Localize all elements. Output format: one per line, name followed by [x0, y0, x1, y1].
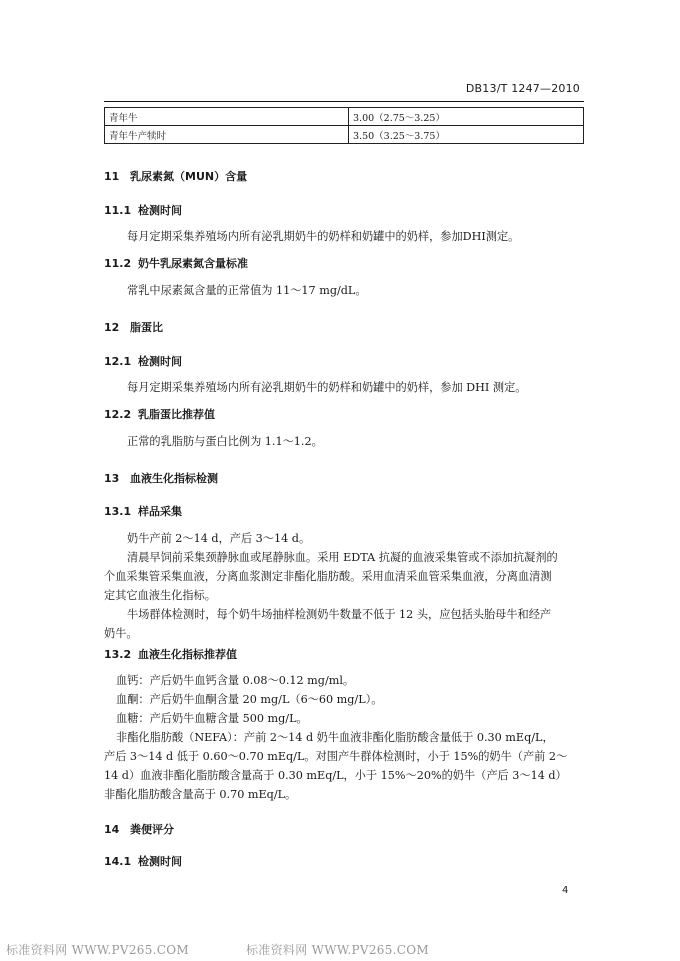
- section-title: 粪便评分: [130, 823, 174, 836]
- section-number: 14: [104, 823, 120, 836]
- section-title: 脂蛋比: [130, 321, 163, 334]
- table-row: [105, 108, 584, 126]
- subsection-number: 13.1: [104, 505, 132, 518]
- paragraph-line: 个血采集管采集血液，分离血浆测定非酯化脂肪酸。采用血清采血管采集血液，分离血清测: [104, 570, 552, 583]
- section-title: 血液生化指标检测: [130, 472, 218, 485]
- subsection-heading: [104, 202, 182, 218]
- paragraph: 每月定期采集养殖场内所有泌乳期奶牛的奶样和奶罐中的奶样，参加 DHI 测定。: [127, 381, 527, 394]
- subsection-heading: [104, 406, 215, 422]
- watermark-right: 标准资料网 WWW.PV265.COM: [246, 943, 429, 957]
- subsection-heading: [104, 503, 182, 519]
- subsection-number: 11.1: [104, 204, 132, 217]
- table-cell-category: 青年牛: [105, 108, 349, 126]
- paragraph-line: 定其它血液生化指标。: [104, 589, 216, 602]
- paragraph-line: 产后 3～14 d 低于 0.60～0.70 mEq/L。对围产牛群体检测时，小于 15%的奶牛（产前 2～: [104, 750, 568, 763]
- table-cell-value: 3.50（3.25～3.75）: [349, 126, 584, 144]
- score-table: [104, 107, 584, 144]
- paragraph-line: 牛场群体检测时，每个奶牛场抽样检测奶牛数量不低于 12 头，应包括头胎母牛和经产: [127, 608, 552, 621]
- subsection-title: 检测时间: [138, 204, 182, 217]
- header-rule: [104, 101, 584, 102]
- section-number: 11: [104, 170, 120, 183]
- subsection-number: 14.1: [104, 855, 132, 868]
- paragraph: 正常的乳脂肪与蛋白比例为 1.1～1.2。: [127, 435, 323, 448]
- section-heading: [104, 319, 163, 335]
- paragraph-line: 血钙：产后奶牛血钙含量 0.08～0.12 mg/ml。: [116, 674, 355, 687]
- paragraph-line: 非酯化脂肪酸含量高于 0.70 mEq/L。: [104, 788, 297, 801]
- subsection-title: 样品采集: [138, 505, 182, 518]
- paragraph-line: 奶牛产前 2～14 d，产后 3～14 d。: [127, 532, 311, 545]
- subsection-heading: [104, 353, 182, 369]
- subsection-number: 12.1: [104, 355, 132, 368]
- paragraph-line: 奶牛。: [104, 627, 138, 640]
- subsection-title: 检测时间: [138, 855, 182, 868]
- standard-code: DB13/T 1247—2010: [465, 82, 580, 95]
- paragraph-line: 血酮：产后奶牛血酮含量 20 mg/L（6～60 mg/L）。: [116, 693, 383, 706]
- paragraph: 常乳中尿素氮含量的正常值为 11～17 mg/dL。: [127, 284, 367, 297]
- table-cell-value: 3.00（2.75～3.25）: [349, 108, 584, 126]
- subsection-heading: [104, 853, 182, 869]
- subsection-number: 13.2: [104, 648, 132, 661]
- section-title: 乳尿素氮（MUN）含量: [130, 170, 248, 183]
- subsection-title: 奶牛乳尿素氮含量标准: [138, 257, 248, 270]
- table-row: [105, 126, 584, 144]
- section-heading: [104, 470, 218, 486]
- subsection-title: 检测时间: [138, 355, 182, 368]
- paragraph: 每月定期采集养殖场内所有泌乳期奶牛的奶样和奶罐中的奶样，参加DHI测定。: [127, 230, 520, 243]
- section-number: 13: [104, 472, 120, 485]
- section-heading: [104, 821, 174, 837]
- paragraph-line: 清晨早饲前采集颈静脉血或尾静脉血。采用 EDTA 抗凝的血液采集管或不添加抗凝剂的: [127, 551, 558, 564]
- subsection-heading: [104, 255, 248, 271]
- paragraph-line: 血糖：产后奶牛血糖含量 500 mg/L。: [116, 712, 308, 725]
- page-number: 4: [562, 885, 569, 896]
- table-cell-category: 青年牛产犊时: [105, 126, 349, 144]
- section-heading: [104, 168, 247, 184]
- subsection-number: 11.2: [104, 257, 132, 270]
- subsection-heading: [104, 646, 237, 662]
- subsection-title: 血液生化指标推荐值: [138, 648, 237, 661]
- paragraph-line: 14 d）血液非酯化脂肪酸含量高于 0.30 mEq/L，小于 15%～20%的奶牛（产后 3～14 d）: [104, 769, 567, 782]
- paragraph-line: 非酯化脂肪酸（NEFA）：产前 2～14 d 奶牛血液非酯化脂肪酸含量低于 0.30 mEq/L，: [116, 731, 554, 744]
- section-number: 12: [104, 321, 120, 334]
- subsection-title: 乳脂蛋比推荐值: [138, 408, 215, 421]
- watermark-left: 标准资料网 WWW.PV265.COM: [6, 943, 189, 957]
- subsection-number: 12.2: [104, 408, 132, 421]
